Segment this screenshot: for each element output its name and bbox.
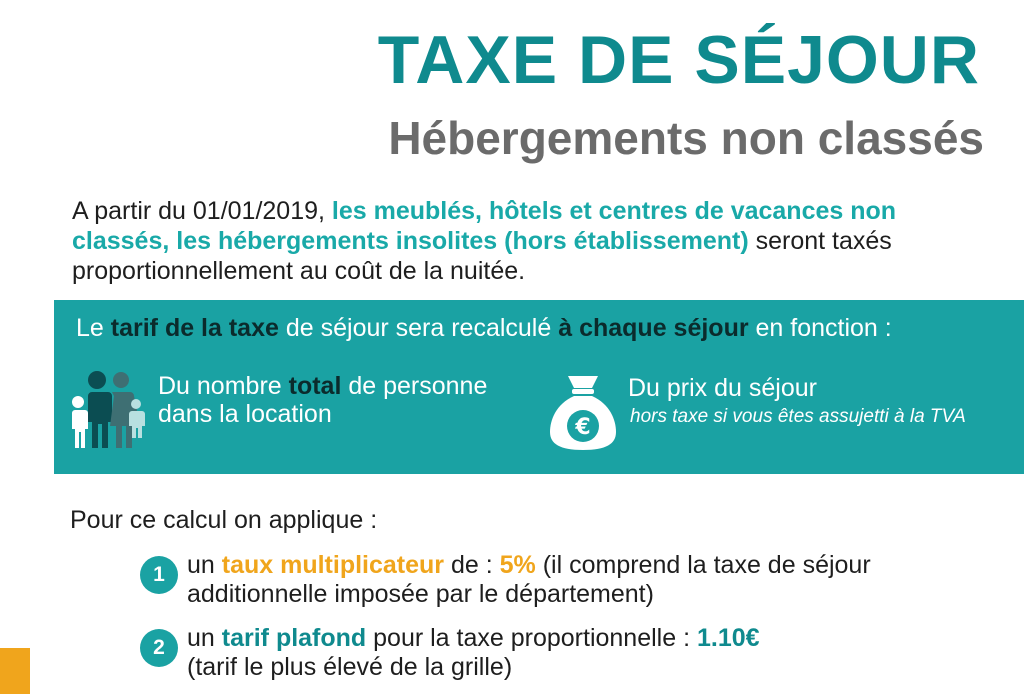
svg-text:€: € (575, 415, 591, 440)
criteria-price-title: Du prix du séjour (628, 374, 817, 402)
page-title: TAXE DE SÉJOUR (377, 22, 980, 98)
intro-prefix: A partir du 01/01/2019, (72, 197, 332, 225)
step-1-highlight: taux multiplicateur (221, 551, 445, 579)
step-text (187, 624, 760, 682)
criteria-people-part2: de personne dans la location (158, 372, 488, 428)
band-lead-part3: en fonction : (748, 314, 892, 342)
step-1-part3: (il comprend la taxe de séjour (535, 551, 871, 579)
calculation-lead: Pour ce calcul on applique : (70, 506, 378, 534)
step-2-value: 1.10€ (696, 624, 760, 652)
criteria-people (158, 372, 538, 428)
step-2-line2: (tarif le plus élevé de la grille) (187, 653, 513, 681)
band-lead-bold1: tarif de la taxe (110, 314, 279, 342)
criteria-people-part1: Du nombre (158, 372, 289, 400)
step-2-part1: un (187, 624, 222, 652)
step-text (187, 551, 871, 609)
step-2-highlight: tarif plafond (221, 624, 367, 652)
step-1-value: 5% (499, 551, 536, 579)
tariff-band (54, 300, 1024, 474)
intro-highlight: les meublés, hôtels et centres de vacances non classés, les hébergements insolites (hors établissement) (72, 197, 897, 255)
step-2-part2: pour la taxe proportionnelle : (366, 624, 697, 652)
band-lead-bold2: à chaque séjour (558, 314, 749, 342)
band-lead (76, 314, 892, 343)
step-1-part1: un (187, 551, 222, 579)
criteria-people-bold: total (288, 372, 342, 400)
page-subtitle: Hébergements non classés (388, 112, 984, 164)
family-icon (66, 364, 150, 450)
step-number-badge: 2 (140, 629, 178, 667)
step-1-part2: de : (444, 551, 500, 579)
band-lead-part2: de séjour sera recalculé (278, 314, 559, 342)
orange-corner-accent (0, 648, 30, 694)
intro-suffix: seront taxés proportionnellement au coût de la nuitée. (72, 227, 892, 285)
intro-paragraph (72, 196, 992, 286)
criteria-price-note: hors taxe si vous êtes assujetti à la TVA (630, 406, 966, 427)
band-lead-part1: Le (76, 314, 111, 342)
step-number-badge: 1 (140, 556, 178, 594)
euro-bag-icon (546, 372, 620, 452)
step-1-line2: additionnelle imposée par le département) (187, 580, 654, 608)
